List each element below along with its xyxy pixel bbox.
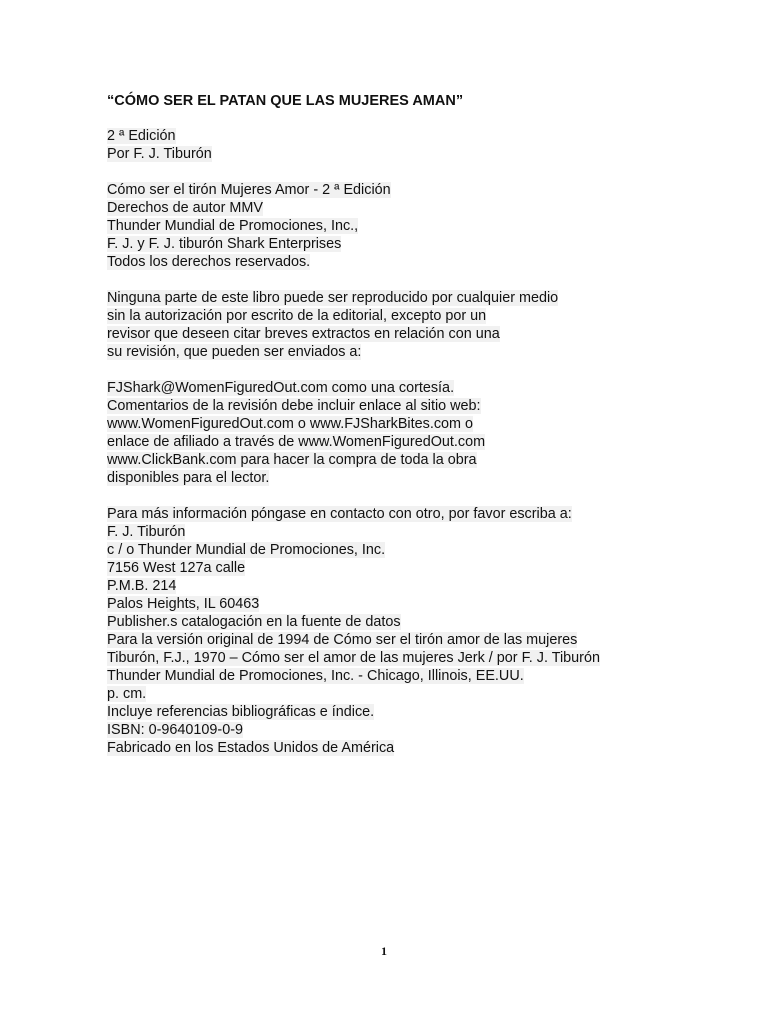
text-line	[107, 433, 727, 451]
text-line	[107, 379, 727, 397]
text-line-content: www.ClickBank.com para hacer la compra de toda la obra	[107, 452, 477, 468]
text-line-content: Para más información póngase en contacto con otro, por favor escriba a:	[107, 506, 572, 522]
text-line-content: sin la autorización por escrito de la editorial, excepto por un	[107, 308, 487, 324]
text-line-content: Comentarios de la revisión debe incluir enlace al sitio web:	[107, 398, 481, 414]
text-line-content: Por F. J. Tiburón	[107, 146, 212, 162]
text-line	[107, 145, 727, 163]
text-block	[107, 289, 727, 361]
text-line-content: P.M.B. 214	[107, 578, 177, 594]
page-content	[107, 92, 727, 775]
text-line	[107, 721, 727, 739]
text-line-content: F. J. Tiburón	[107, 524, 186, 540]
text-line	[107, 739, 727, 757]
text-block	[107, 379, 727, 487]
text-line-content: ISBN: 0-9640109-0-9	[107, 722, 243, 738]
text-line	[107, 559, 727, 577]
text-line-content: Incluye referencias bibliográficas e índice.	[107, 704, 375, 720]
text-line	[107, 415, 727, 433]
text-line	[107, 307, 727, 325]
text-line-content: Derechos de autor MMV	[107, 200, 263, 216]
text-line-content: su revisión, que pueden ser enviados a:	[107, 344, 362, 360]
text-line	[107, 703, 727, 721]
text-blocks	[107, 127, 727, 757]
text-line-content: enlace de afiliado a través de www.WomenFiguredOut.com	[107, 434, 486, 450]
text-line-content: c / o Thunder Mundial de Promociones, Inc.	[107, 542, 386, 558]
text-line	[107, 127, 727, 145]
text-line	[107, 577, 727, 595]
text-block	[107, 181, 727, 271]
text-line	[107, 613, 727, 631]
text-line-content: Tiburón, F.J., 1970 – Cómo ser el amor de las mujeres Jerk / por F. J. Tiburón	[107, 650, 600, 666]
text-line-content: disponibles para el lector.	[107, 470, 270, 486]
text-line-content: Thunder Mundial de Promociones, Inc.,	[107, 218, 359, 234]
text-line	[107, 631, 727, 649]
text-line	[107, 235, 727, 253]
text-line-content: Publisher.s catalogación en la fuente de datos	[107, 614, 401, 630]
text-line-content: revisor que deseen citar breves extractos en relación con una	[107, 326, 500, 342]
text-line-content: www.WomenFiguredOut.com o www.FJSharkBites.com o	[107, 416, 474, 432]
text-line-content: Todos los derechos reservados.	[107, 254, 311, 270]
text-line	[107, 343, 727, 361]
text-line	[107, 667, 727, 685]
page-number: 1	[381, 944, 387, 958]
text-line	[107, 523, 727, 541]
text-line-content: Thunder Mundial de Promociones, Inc. - Chicago, Illinois, EE.UU.	[107, 668, 524, 684]
text-line	[107, 199, 727, 217]
text-line-content: FJShark@WomenFiguredOut.com como una cortesía.	[107, 380, 455, 396]
text-line	[107, 451, 727, 469]
text-line-content: Palos Heights, IL 60463	[107, 596, 260, 612]
text-line	[107, 253, 727, 271]
text-line	[107, 505, 727, 523]
text-line-content: Fabricado en los Estados Unidos de América	[107, 740, 395, 756]
text-block	[107, 505, 727, 757]
text-line-content: F. J. y F. J. tiburón Shark Enterprises	[107, 236, 342, 252]
text-line	[107, 685, 727, 703]
text-line	[107, 289, 727, 307]
text-line	[107, 397, 727, 415]
text-line-content: Cómo ser el tirón Mujeres Amor - 2 ª Edición	[107, 182, 391, 198]
text-block	[107, 127, 727, 163]
document-title: “CÓMO SER EL PATAN QUE LAS MUJERES AMAN”	[107, 93, 464, 109]
text-line	[107, 181, 727, 199]
text-line	[107, 649, 727, 667]
text-line	[107, 325, 727, 343]
text-line-content: 7156 West 127a calle	[107, 560, 246, 576]
text-line	[107, 541, 727, 559]
text-line-content: Para la versión original de 1994 de Cómo ser el tirón amor de las mujeres	[107, 632, 578, 648]
text-line	[107, 217, 727, 235]
text-line	[107, 469, 727, 487]
text-line-content: Ninguna parte de este libro puede ser reproducido por cualquier medio	[107, 290, 559, 306]
text-line	[107, 595, 727, 613]
text-line-content: p. cm.	[107, 686, 147, 702]
text-line-content: 2 ª Edición	[107, 128, 176, 144]
